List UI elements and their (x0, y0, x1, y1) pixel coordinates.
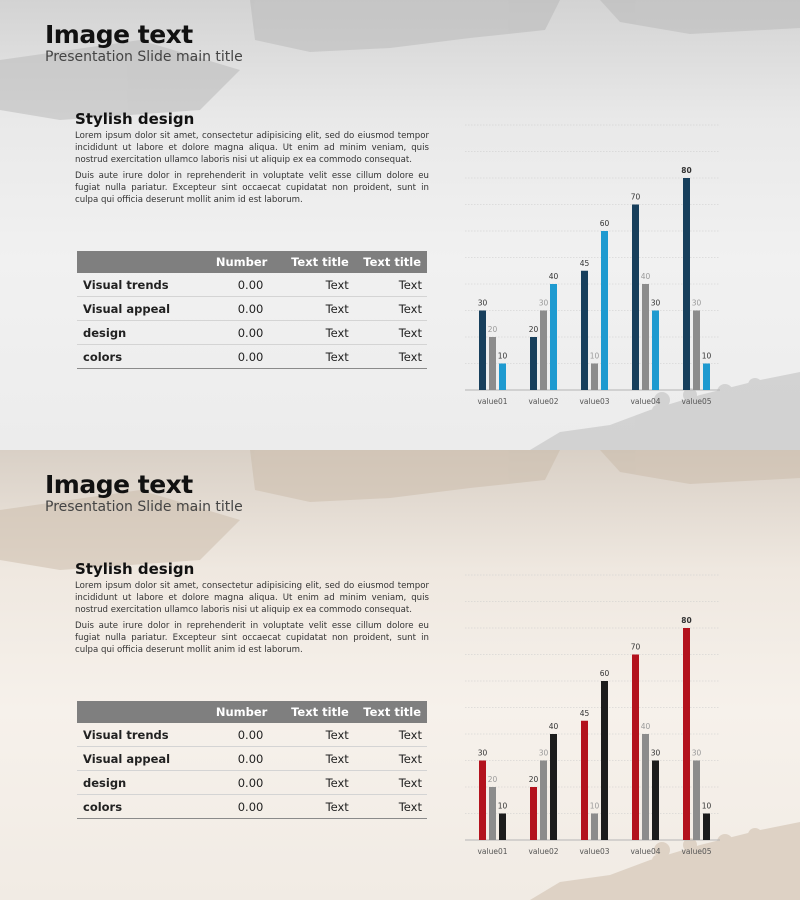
x-tick-label: value03 (579, 847, 610, 856)
bar (601, 681, 608, 840)
bar (652, 761, 659, 841)
table-cell-number: 0.00 (193, 747, 273, 771)
table-header-row (77, 251, 427, 273)
table-cell-number: 0.00 (193, 345, 273, 369)
x-tick-label: value02 (528, 847, 559, 856)
table-cell-label: Visual appeal (77, 747, 193, 771)
table-row (77, 795, 427, 819)
table-header-empty (77, 701, 193, 723)
table-header-row (77, 701, 427, 723)
table-cell-number: 0.00 (193, 297, 273, 321)
bar (642, 284, 649, 390)
table-cell-text: Text (273, 273, 354, 297)
table-cell-label: colors (77, 345, 193, 369)
table-cell-number: 0.00 (193, 321, 273, 345)
bar-value-label: 80 (681, 616, 692, 625)
bar (540, 311, 547, 391)
bar (683, 628, 690, 840)
table-cell-text: Text (355, 297, 427, 321)
x-tick-label: value02 (528, 397, 559, 406)
table-header-text-title: Text title (273, 251, 354, 273)
bar-value-label: 30 (477, 748, 488, 758)
bar (652, 311, 659, 391)
table-cell-text: Text (355, 273, 427, 297)
bar-value-label: 45 (579, 708, 590, 718)
x-tick-label: value04 (630, 397, 661, 406)
bar-chart (460, 120, 760, 420)
bar (550, 734, 557, 840)
table-cell-text: Text (355, 723, 427, 747)
table-header-number: Number (193, 701, 273, 723)
bar-value-label: 70 (630, 192, 641, 202)
bar (601, 231, 608, 390)
table-cell-label: design (77, 771, 193, 795)
bar (683, 178, 690, 390)
bar-value-label: 60 (599, 669, 610, 678)
bar-value-label: 20 (528, 775, 539, 784)
table-cell-text: Text (355, 795, 427, 819)
bar (479, 311, 486, 391)
table-cell-text: Text (355, 771, 427, 795)
x-tick-label: value05 (681, 847, 712, 856)
bar (693, 311, 700, 391)
table-cell-number: 0.00 (193, 723, 273, 747)
table-cell-text: Text (273, 345, 354, 369)
bar-value-label: 30 (477, 298, 488, 308)
table-cell-number: 0.00 (193, 795, 273, 819)
table-cell-text: Text (273, 747, 354, 771)
table-row (77, 747, 427, 771)
bar (499, 814, 506, 841)
bar-value-label: 40 (640, 272, 651, 281)
bar (479, 761, 486, 841)
bar (540, 761, 547, 841)
section-heading: Stylish design (75, 560, 195, 578)
body-paragraph-1: Lorem ipsum dolor sit amet, consectetur adipisicing elit, sed do eiusmod tempor incididunt ut labore et dolore magna aliqua. Ut enim ad minim veniam, quis nostrud exercitation ullamco laboris nisi ut aliquip ex ea commodo consequat. (75, 581, 429, 616)
table-cell-label: colors (77, 795, 193, 819)
bar-value-label: 20 (487, 325, 498, 334)
bar-value-label: 10 (497, 801, 508, 811)
bar-value-label: 10 (589, 801, 600, 811)
x-tick-label: value01 (477, 847, 508, 856)
table-row (77, 723, 427, 747)
table-header-text-title: Text title (273, 701, 354, 723)
bar (591, 814, 598, 841)
bar (693, 761, 700, 841)
bar (703, 364, 710, 391)
table-cell-label: Visual trends (77, 723, 193, 747)
bar-value-label: 10 (497, 351, 508, 361)
bar (642, 734, 649, 840)
table-cell-label: Visual trends (77, 273, 193, 297)
table-cell-text: Text (273, 723, 354, 747)
bar (530, 787, 537, 840)
body-paragraph-1: Lorem ipsum dolor sit amet, consectetur adipisicing elit, sed do eiusmod tempor incididunt ut labore et dolore magna aliqua. Ut enim ad minim veniam, quis nostrud exercitation ullamco laboris nisi ut aliquip ex ea commodo consequat. (75, 131, 429, 166)
slide-title: Image text (45, 470, 193, 499)
table-cell-text: Text (273, 321, 354, 345)
bar-value-label: 45 (579, 258, 590, 268)
table-header-empty (77, 251, 193, 273)
bar (632, 655, 639, 841)
table-header-text-title: Text title (355, 701, 427, 723)
bar-value-label: 40 (548, 722, 559, 731)
bar-value-label: 60 (599, 219, 610, 228)
bar (489, 787, 496, 840)
table-cell-text: Text (355, 747, 427, 771)
bar-value-label: 30 (691, 298, 702, 308)
table-row (77, 345, 427, 369)
bar (591, 364, 598, 391)
bar (550, 284, 557, 390)
bar-value-label: 20 (487, 775, 498, 784)
x-tick-label: value05 (681, 397, 712, 406)
slide-subtitle: Presentation Slide main title (45, 49, 243, 65)
table-cell-text: Text (355, 345, 427, 369)
data-table (77, 251, 427, 369)
bar (530, 337, 537, 390)
bar (703, 814, 710, 841)
bar-value-label: 30 (691, 748, 702, 758)
body-paragraph-2: Duis aute irure dolor in reprehenderit in voluptate velit esse cillum dolore eu fugiat nulla pariatur. Excepteur sint occaecat cupidatat non proident, sunt in culpa qui officia deserunt mollit anim id est laborum. (75, 621, 429, 656)
table-header-text-title: Text title (355, 251, 427, 273)
bar-value-label: 20 (528, 325, 539, 334)
table-row (77, 297, 427, 321)
bar (632, 205, 639, 391)
slide-subtitle: Presentation Slide main title (45, 499, 243, 515)
bar-chart (460, 570, 760, 870)
table-cell-text: Text (355, 321, 427, 345)
slide-2 (0, 450, 800, 900)
bar-value-label: 30 (650, 298, 661, 308)
bar-value-label: 10 (589, 351, 600, 361)
bar-value-label: 40 (548, 272, 559, 281)
table-cell-label: Visual appeal (77, 297, 193, 321)
table-cell-text: Text (273, 771, 354, 795)
x-tick-label: value01 (477, 397, 508, 406)
bar-value-label: 30 (538, 298, 549, 308)
bar (489, 337, 496, 390)
table-cell-number: 0.00 (193, 273, 273, 297)
bar (581, 721, 588, 840)
bar-value-label: 10 (701, 801, 712, 811)
bar-value-label: 80 (681, 166, 692, 175)
table-header-number: Number (193, 251, 273, 273)
x-tick-label: value03 (579, 397, 610, 406)
bar-value-label: 70 (630, 642, 641, 652)
table-cell-number: 0.00 (193, 771, 273, 795)
bar-value-label: 40 (640, 722, 651, 731)
bar (581, 271, 588, 390)
table-row (77, 771, 427, 795)
slide-title: Image text (45, 20, 193, 49)
x-tick-label: value04 (630, 847, 661, 856)
data-table (77, 701, 427, 819)
bar (499, 364, 506, 391)
table-cell-text: Text (273, 297, 354, 321)
table-row (77, 273, 427, 297)
body-paragraph-2: Duis aute irure dolor in reprehenderit in voluptate velit esse cillum dolore eu fugiat nulla pariatur. Excepteur sint occaecat cupidatat non proident, sunt in culpa qui officia deserunt mollit anim id est laborum. (75, 171, 429, 206)
bar-value-label: 30 (650, 748, 661, 758)
bar-value-label: 10 (701, 351, 712, 361)
section-heading: Stylish design (75, 110, 195, 128)
table-cell-label: design (77, 321, 193, 345)
bar-value-label: 30 (538, 748, 549, 758)
table-row (77, 321, 427, 345)
table-cell-text: Text (273, 795, 354, 819)
